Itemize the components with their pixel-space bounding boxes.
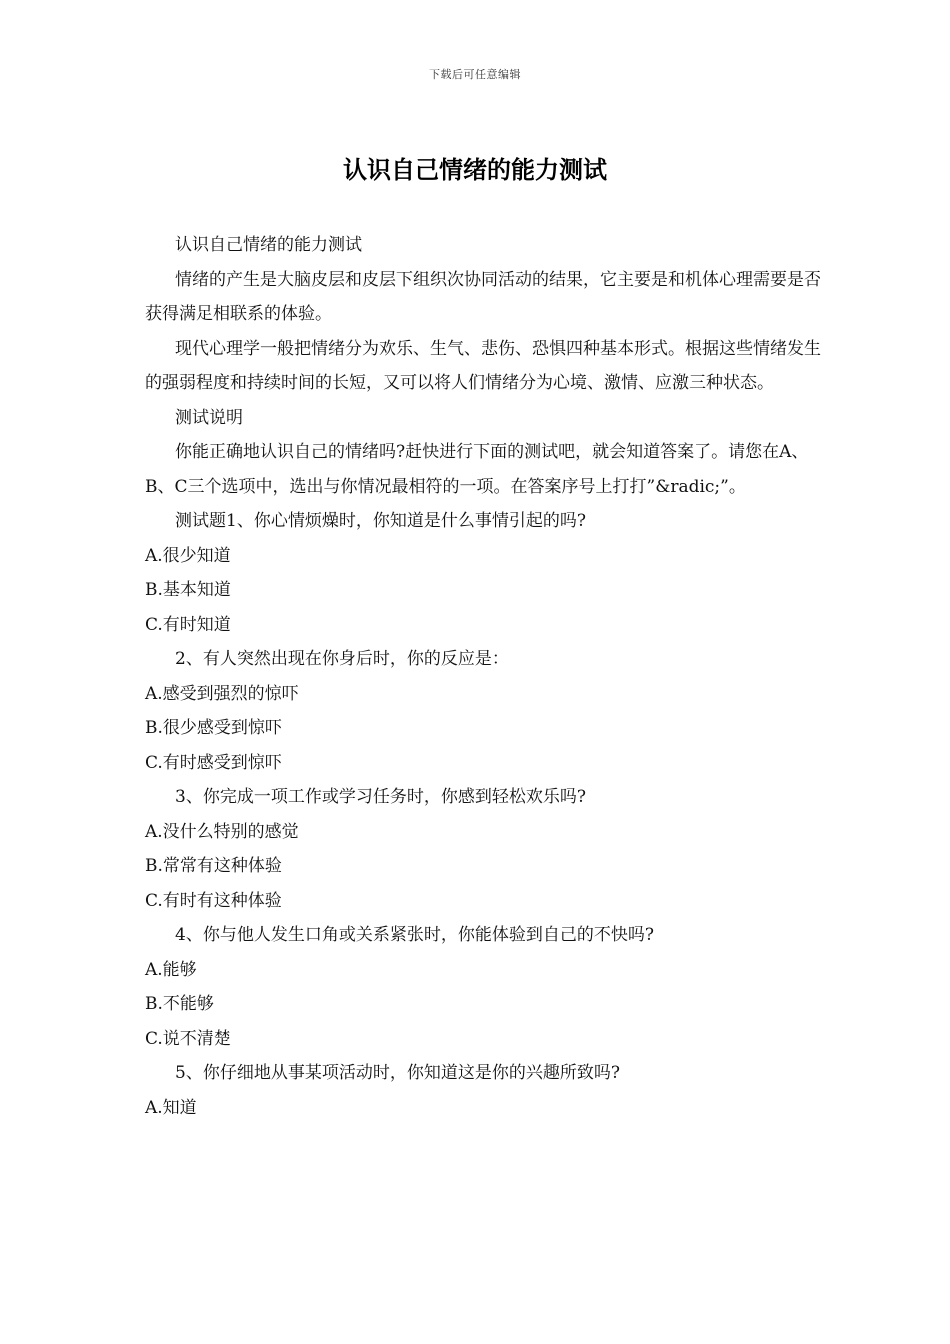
question-4-option-b: B.不能够 <box>145 994 214 1014</box>
question-3-option-a: A.没什么特别的感觉 <box>145 821 299 842</box>
question-4-option-a: A.能够 <box>145 959 197 980</box>
question-3: 3、你完成一项工作或学习任务时，你感到轻松欢乐吗? <box>175 787 586 807</box>
question-4-option-c: C.说不清楚 <box>145 1028 231 1049</box>
question-2-option-c: C.有时感受到惊吓 <box>145 752 282 773</box>
intro-paragraph-1: 情绪的产生是大脑皮层和皮层下组织次协同活动的结果，它主要是和机体心理需要是否获得满足相联系的体验。 <box>145 269 821 324</box>
instructions-heading: 测试说明 <box>175 407 243 428</box>
question-2-option-b: B.很少感受到惊吓 <box>145 718 282 738</box>
instructions-paragraph: 你能正确地认识自己的情绪吗?赶快进行下面的测试吧，就会知道答案了。请您在A、B、C三个选项中，选出与你情况最相符的一项。在答案序号上打打”&radic;”。 <box>145 442 809 497</box>
question-1-option-c: C.有时知道 <box>145 614 231 635</box>
document-body <box>145 228 825 1125</box>
question-5-option-a: A.知道 <box>145 1097 197 1118</box>
question-1: 测试题1、你心情烦燥时，你知道是什么事情引起的吗? <box>175 511 586 531</box>
question-3-option-c: C.有时有这种体验 <box>145 890 282 911</box>
question-1-option-a: A.很少知道 <box>145 545 231 566</box>
question-2-option-a: A.感受到强烈的惊吓 <box>145 683 299 704</box>
document-title: 认识自己情绪的能力测试 <box>343 156 607 184</box>
subtitle: 认识自己情绪的能力测试 <box>175 235 362 255</box>
header-note: 下载后可任意编辑 <box>429 68 521 81</box>
question-5: 5、你仔细地从事某项活动时，你知道这是你的兴趣所致吗? <box>175 1063 620 1083</box>
question-3-option-b: B.常常有这种体验 <box>145 856 282 876</box>
intro-paragraph-2: 现代心理学一般把情绪分为欢乐、生气、悲伤、恐惧四种基本形式。根据这些情绪发生的强弱程度和持续时间的长短，又可以将人们情绪分为心境、激情、应激三种状态。 <box>145 338 821 393</box>
question-4: 4、你与他人发生口角或关系紧张时，你能体验到自己的不快吗? <box>175 925 654 945</box>
question-2: 2、有人突然出现在你身后时，你的反应是： <box>175 649 509 669</box>
question-1-option-b: B.基本知道 <box>145 580 231 600</box>
